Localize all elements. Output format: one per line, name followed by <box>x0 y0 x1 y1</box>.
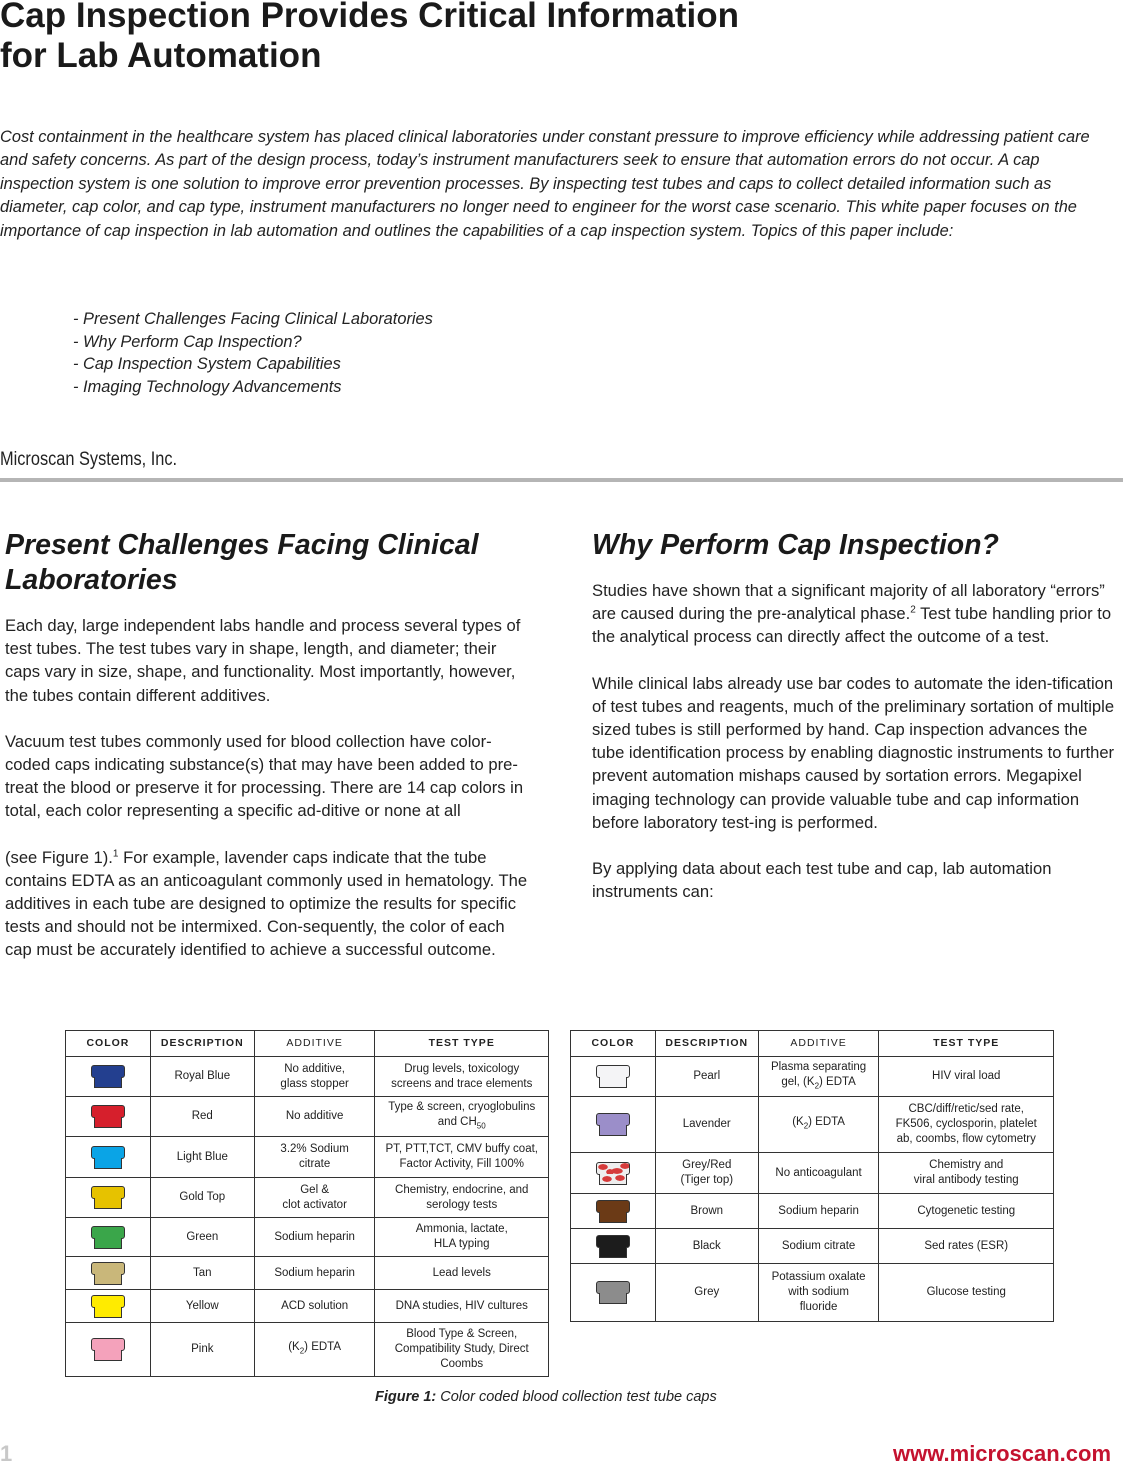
paragraph: While clinical labs already use bar codes to automate the iden-tification of test tubes and reagents, much of the preliminary sortation of multiple sized tubes is still performed by hand. Cap inspection advances the tube identification process by enabling diagnostic instruments to further prevent automation mishaps caused by sortation errors. Megapixel imaging technology can provide valuable tube and cap information before laboratory test-ing is performed. <box>592 673 1115 832</box>
table-row <box>571 1194 1054 1229</box>
test-type-cell <box>375 1218 549 1257</box>
description-cell <box>655 1229 758 1264</box>
additive-cell <box>758 1264 879 1322</box>
additive-text: with sodium <box>788 1286 849 1298</box>
table-row <box>571 1153 1054 1194</box>
subscript: 2 <box>803 1121 809 1131</box>
subscript: 50 <box>476 1121 486 1131</box>
additive-text: glass stopper <box>280 1077 349 1090</box>
text-span: Studies have shown that a significant majority of all laboratory “errors” are caused during the pre-analytical phase. <box>592 581 1105 624</box>
tube-cap-icon <box>91 1338 125 1361</box>
cap-description: Brown <box>690 1204 724 1217</box>
additive-text: Sodium heparin <box>778 1204 859 1217</box>
cap-description: Yellow <box>185 1299 219 1312</box>
header-description: DESCRIPTION <box>655 1031 758 1057</box>
test-type-cell <box>375 1097 549 1137</box>
additive-cell <box>758 1194 879 1229</box>
tube-cap-icon <box>596 1281 630 1304</box>
test-type-text: Ammonia, lactate, <box>415 1223 508 1235</box>
cap-description: Lavender <box>682 1118 731 1130</box>
additive-cell <box>254 1218 375 1257</box>
table-row <box>571 1057 1054 1097</box>
figure-caption <box>375 1389 717 1405</box>
test-type-cell <box>375 1290 549 1323</box>
text-span: For example, lavender caps indicate that the tube contains EDTA as an anticoagulant commonly used in hematology. The additives in each tube are designed to optimize the results for specific tests and should not be intermixed. Con-sequently, the color of each cap must be accurately identified to achieve a successful outcome. <box>5 847 528 960</box>
color-cell <box>571 1264 656 1322</box>
additive-text: ) EDTA <box>819 1075 856 1088</box>
text-span: Test tube handling prior to the analytical process can directly affect the outcome of a test. <box>592 604 1112 647</box>
test-type-cell <box>879 1153 1054 1194</box>
description-cell <box>150 1257 254 1290</box>
color-cell <box>571 1057 656 1097</box>
cap-description: Green <box>186 1230 219 1243</box>
test-type-text: DNA studies, HIV cultures <box>395 1299 528 1312</box>
color-cell <box>66 1257 151 1290</box>
table-row <box>66 1057 549 1097</box>
additive-text: (K <box>288 1341 300 1354</box>
additive-text: Potassium oxalate <box>771 1271 866 1283</box>
test-type-text: Drug levels, toxicology <box>404 1062 520 1075</box>
test-type-cell <box>375 1137 549 1178</box>
cap-description: Red <box>191 1110 213 1122</box>
table-row <box>571 1097 1054 1153</box>
topic-item: - Cap Inspection System Capabilities <box>73 355 341 374</box>
section-heading-challenges: Present Challenges Facing Clinical Laboratories <box>5 529 479 596</box>
cap-description: Light Blue <box>176 1150 228 1163</box>
document-title <box>0 0 1000 76</box>
text-span: (see Figure 1). <box>5 847 113 867</box>
additive-text: ) EDTA <box>304 1341 342 1354</box>
description-cell <box>655 1264 758 1322</box>
page-number: 1 <box>0 1441 13 1466</box>
test-type-cell <box>879 1194 1054 1229</box>
additive-text: gel, (K <box>781 1075 815 1088</box>
test-type-cell <box>879 1229 1054 1264</box>
description-cell <box>655 1057 758 1097</box>
table-row <box>66 1178 549 1218</box>
additive-text: No additive <box>285 1110 344 1122</box>
additive-text: citrate <box>298 1158 331 1170</box>
cap-description: Tan <box>193 1266 212 1279</box>
topics-list <box>73 308 433 398</box>
additive-text: ) EDTA <box>808 1116 845 1129</box>
description-cell <box>655 1097 758 1153</box>
cap-description: Grey <box>694 1286 720 1298</box>
test-type-text: Factor Activity, Fill 100% <box>399 1158 524 1170</box>
test-type-text: serology tests <box>426 1198 498 1211</box>
paragraph <box>592 579 1123 649</box>
additive-text: Gel & <box>300 1183 329 1196</box>
subscript: 2 <box>299 1346 305 1356</box>
table-header-row <box>66 1031 549 1057</box>
footnote-ref: 1 <box>112 848 119 860</box>
description-cell <box>150 1137 254 1178</box>
header-test-type: TEST TYPE <box>375 1031 549 1057</box>
tube-cap-icon <box>91 1065 125 1088</box>
description-cell <box>150 1057 254 1097</box>
topic-item: - Present Challenges Facing Clinical Laboratories <box>73 310 433 328</box>
paragraph <box>5 846 535 962</box>
table-header-row <box>571 1031 1054 1057</box>
description-cell <box>150 1097 254 1137</box>
test-type-cell <box>375 1057 549 1097</box>
paragraph: Each day, large independent labs handle and process several types of test tubes. The test tubes vary in shape, length, and diameter; their caps vary in size, shape, and functionality. Most importantly, however, the tubes contain different additives. <box>5 616 521 705</box>
additive-cell <box>758 1229 879 1264</box>
additive-cell <box>254 1323 375 1377</box>
color-cell <box>66 1323 151 1377</box>
tube-cap-icon <box>596 1235 630 1258</box>
table-row <box>66 1097 549 1137</box>
header-test-type: TEST TYPE <box>879 1031 1054 1057</box>
cap-description: (Tiger top) <box>680 1174 734 1186</box>
header-description: DESCRIPTION <box>150 1031 254 1057</box>
cap-description: Pearl <box>693 1070 721 1082</box>
figure-text: Color coded blood collection test tube caps <box>436 1389 717 1405</box>
cap-color-table-left <box>65 1030 549 1377</box>
additive-cell <box>758 1153 879 1194</box>
paragraph: Vacuum test tubes commonly used for blood collection have color-coded caps indicating substance(s) that may have been added to pre-treat the blood or preserve it for processing. There are 14 cap colors in total, each color representing a specific ad-ditive or none at all <box>5 731 524 821</box>
test-type-text: PT, PTT,TCT, CMV buffy coat, <box>385 1143 538 1155</box>
additive-cell <box>758 1097 879 1153</box>
test-type-text: HIV viral load <box>932 1070 1001 1082</box>
test-type-cell <box>879 1097 1054 1153</box>
additive-cell <box>254 1057 375 1097</box>
additive-text: 3.2% Sodium <box>280 1143 349 1155</box>
test-type-text: FK506, cyclosporin, platelet <box>895 1118 1037 1130</box>
cap-description: Gold Top <box>179 1191 226 1203</box>
header-additive: ADDITIVE <box>254 1031 375 1057</box>
title-line-2: for Lab Automation <box>0 36 322 75</box>
test-type-text: and CH <box>437 1115 477 1128</box>
test-type-cell <box>879 1264 1054 1322</box>
table-row <box>571 1229 1054 1264</box>
tube-cap-icon <box>596 1200 630 1223</box>
additive-cell <box>254 1257 375 1290</box>
test-type-text: Cytogenetic testing <box>917 1204 1016 1217</box>
table-row <box>66 1137 549 1178</box>
test-type-text: CBC/diff/retic/sed rate, <box>908 1103 1024 1115</box>
test-type-cell <box>375 1178 549 1218</box>
left-column <box>5 528 535 985</box>
intro-paragraph: Cost containment in the healthcare system has placed clinical laboratories under constant pressure to improve efficiency while addressing patient care and safety concerns. As part of the design process, today’s instrument manufacturers seek to ensure that automation errors do not occur. A cap inspection system is one solution to improve error prevention processes. By inspecting test tubes and caps to collect detailed information such as diameter, cap color, and cap type, instrument manufacturers no longer need to engineer for the worst case scenario. This white paper focuses on the importance of cap inspection in lab automation and outlines the capabilities of a cap inspection system. Topics of this paper include: <box>0 128 1090 240</box>
test-type-text: screens and trace elements <box>391 1077 533 1090</box>
test-type-text: Chemistry and <box>929 1159 1004 1171</box>
color-cell <box>571 1229 656 1264</box>
additive-cell <box>254 1178 375 1218</box>
table-row <box>66 1323 549 1377</box>
header-color: COLOR <box>66 1031 151 1057</box>
cap-description: Grey/Red <box>682 1159 732 1171</box>
cap-description: Royal Blue <box>174 1070 231 1082</box>
test-type-text: Chemistry, endocrine, and <box>395 1183 529 1196</box>
color-cell <box>571 1153 656 1194</box>
test-type-text: Coombs <box>440 1358 484 1370</box>
tube-cap-icon <box>91 1186 125 1209</box>
table-row <box>66 1257 549 1290</box>
additive-text: No anticoagulant <box>775 1166 862 1179</box>
test-type-cell <box>879 1057 1054 1097</box>
company-name: Microscan Systems, Inc. <box>0 449 178 470</box>
tube-cap-icon <box>91 1146 125 1169</box>
additive-text: Plasma separating <box>770 1060 867 1073</box>
tube-cap-icon <box>596 1113 630 1136</box>
test-type-cell <box>375 1257 549 1290</box>
tube-cap-icon <box>91 1105 125 1128</box>
divider <box>0 478 1123 482</box>
additive-text: clot activator <box>282 1198 347 1211</box>
cap-description: Pink <box>191 1343 214 1355</box>
additive-text: ACD solution <box>281 1299 349 1312</box>
description-cell <box>655 1153 758 1194</box>
footnote-ref: 2 <box>910 604 916 616</box>
table-row <box>571 1264 1054 1322</box>
color-cell <box>66 1178 151 1218</box>
color-cell <box>66 1137 151 1178</box>
test-type-text: ab, coombs, flow cytometry <box>896 1133 1036 1145</box>
topic-item: - Imaging Technology Advancements <box>73 377 342 396</box>
tube-cap-icon <box>91 1295 125 1318</box>
color-cell <box>571 1097 656 1153</box>
test-type-cell <box>375 1323 549 1377</box>
additive-text: Sodium heparin <box>274 1230 355 1243</box>
tube-cap-icon <box>91 1262 125 1285</box>
additive-cell <box>254 1137 375 1178</box>
description-cell <box>150 1290 254 1323</box>
additive-text: fluoride <box>799 1301 838 1313</box>
right-column <box>592 528 1123 926</box>
tube-cap-icon <box>596 1065 630 1088</box>
test-type-text: Glucose testing <box>926 1286 1006 1298</box>
additive-cell <box>254 1290 375 1323</box>
cap-color-table-right <box>570 1030 1054 1322</box>
tube-cap-icon <box>91 1226 125 1249</box>
tube-cap-icon <box>596 1162 630 1185</box>
test-type-text: viral antibody testing <box>913 1174 1019 1186</box>
additive-text: Sodium citrate <box>781 1239 856 1252</box>
test-type-text: Type & screen, cryoglobulins <box>388 1100 536 1113</box>
description-cell <box>150 1178 254 1218</box>
description-cell <box>655 1194 758 1229</box>
description-cell <box>150 1218 254 1257</box>
test-type-text: Lead levels <box>432 1266 491 1279</box>
cap-description: Black <box>692 1239 721 1252</box>
test-type-text: HLA typing <box>433 1238 490 1250</box>
color-cell <box>66 1097 151 1137</box>
additive-text: No additive, <box>284 1062 345 1075</box>
subscript: 2 <box>814 1081 820 1091</box>
test-type-text: Blood Type & Screen, <box>406 1328 518 1340</box>
color-cell <box>66 1290 151 1323</box>
website-url[interactable]: www.microscan.com <box>893 1441 1112 1466</box>
figure-label: Figure 1: <box>375 1389 437 1405</box>
test-type-text: Sed rates (ESR) <box>924 1239 1009 1252</box>
topic-item: - Why Perform Cap Inspection? <box>73 332 302 351</box>
color-cell <box>66 1218 151 1257</box>
table-row <box>66 1218 549 1257</box>
additive-cell <box>758 1057 879 1097</box>
header-additive: ADDITIVE <box>758 1031 879 1057</box>
title-line-1: Cap Inspection Provides Critical Information <box>0 0 740 35</box>
table-row <box>66 1290 549 1323</box>
additive-text: (K <box>792 1116 804 1129</box>
additive-text: Sodium heparin <box>274 1266 355 1279</box>
description-cell <box>150 1323 254 1377</box>
color-cell <box>571 1194 656 1229</box>
test-type-text: Compatibility Study, Direct <box>394 1343 529 1355</box>
header-color: COLOR <box>571 1031 656 1057</box>
additive-cell <box>254 1097 375 1137</box>
paragraph: By applying data about each test tube and cap, lab automation instruments can: <box>592 859 1052 902</box>
section-heading-why: Why Perform Cap Inspection? <box>592 529 999 561</box>
color-cell <box>66 1057 151 1097</box>
